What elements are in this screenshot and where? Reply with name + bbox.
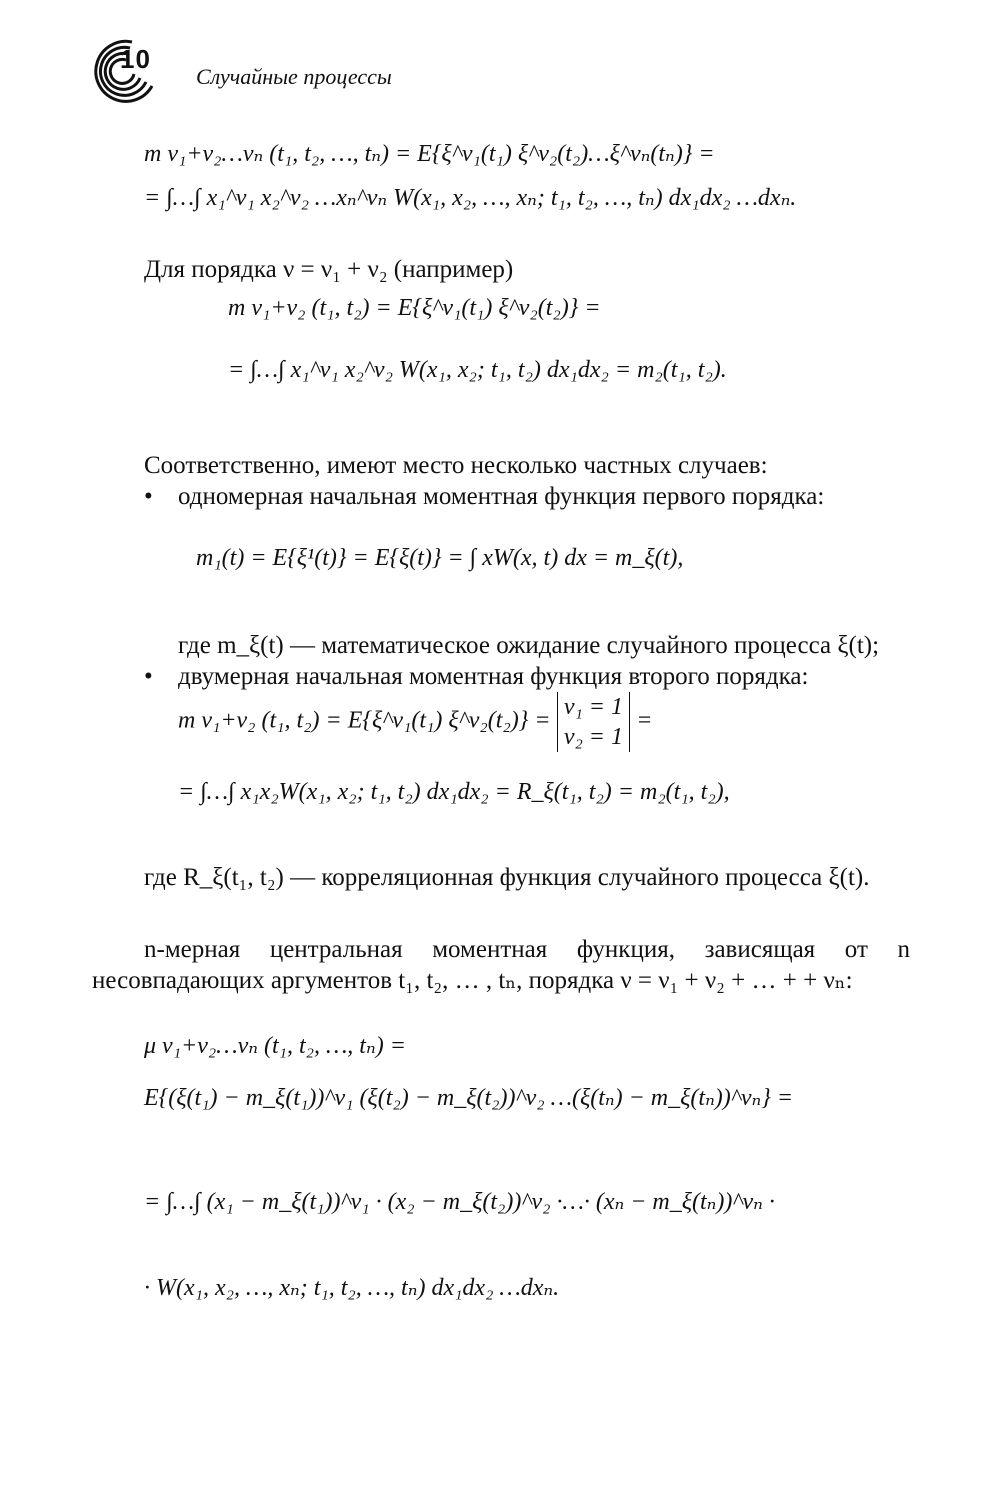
page-number: 10 — [120, 44, 151, 74]
formula-4-b — [92, 760, 910, 862]
formula-5-line-4: · W(x₁, x₂, …, xₙ; t₁, t₂, …, tₙ) dx₁dx₂ …dxₙ. — [144, 1275, 560, 1301]
formula-5-d — [92, 1272, 910, 1312]
bullet-dot-icon: • — [144, 663, 153, 690]
formula-4-line-1: m ν₁+ν₂ (t₁, t₂) = E{ξ^ν₁(t₁) ξ^ν₂(t₂)} = — [178, 707, 551, 734]
formula-4 — [92, 692, 910, 760]
paragraph-where-1 — [92, 630, 910, 661]
formula-5-line-2: E{(ξ(t₁) − m_ξ(t₁))^ν₁ (ξ(t₂) − m_ξ(t₂))^ν₂ …(ξ(tₙ) − m_ξ(tₙ))^νₙ} = — [144, 1085, 794, 1111]
formula-2-line-2: = ∫…∫ x₁^ν₁ x₂^ν₂ W(x₁, x₂; t₁, t₂) dx₁dx₂ = m₂(t₁, t₂). — [228, 357, 727, 383]
formula-1 — [92, 138, 910, 182]
page-header — [88, 34, 908, 114]
page-body — [92, 138, 910, 1312]
bullet-item-2 — [92, 661, 910, 692]
formula-3-line: m₁(t) = E{ξ¹(t)} = E{ξ(t)} = ∫ xW(x, t) dx = m_ξ(t), — [196, 545, 684, 571]
formula-4-equals: = — [636, 707, 653, 734]
determinant-box — [557, 692, 630, 752]
paragraph-n-measure: n-мерная центральная моментная функция, зависящая от n несовпадающих аргументов t₁, t₂, … , tₙ, порядка ν = ν₁ + ν₂ + … + + νₙ: — [92, 936, 910, 994]
formula-4-line-2: = ∫…∫ x₁x₂W(x₁, x₂; t₁, t₂) dx₁dx₂ = R_ξ(t₁, t₂) = m₂(t₁, t₂), — [178, 779, 730, 805]
bullet-item-1 — [92, 481, 910, 512]
formula-3 — [92, 512, 910, 630]
formula-2 — [92, 292, 910, 340]
formula-1-line-1: m ν₁+ν₂…νₙ (t₁, t₂, …, tₙ) = E{ξ^ν₁(t₁) ξ^ν₂(t₂)…ξ^νₙ(tₙ)} = — [144, 141, 715, 167]
formula-2-line-1: m ν₁+ν₂ (t₁, t₂) = E{ξ^ν₁(t₁) ξ^ν₂(t₂)} = — [228, 295, 601, 321]
where-1-text: где m_ξ(t) — математическое ожидание случайного процесса ξ(t); — [178, 632, 880, 659]
formula-5-line-3: = ∫…∫ (x₁ − m_ξ(t₁))^ν₁ · (x₂ − m_ξ(t₂))^ν₂ ·…· (xₙ − m_ξ(tₙ))^νₙ · — [144, 1189, 775, 1215]
bullet-1-text: одномерная начальная моментная функция первого порядка: — [178, 483, 825, 510]
det-row-2: ν₂ = 1 — [563, 724, 624, 750]
formula-2-b — [92, 340, 910, 450]
formula-1-line-2: = ∫…∫ x₁^ν₁ x₂^ν₂ …xₙ^νₙ W(x₁, x₂, …, xₙ; t₁, t₂, …, tₙ) dx₁dx₂ …dxₙ. — [144, 185, 797, 211]
formula-5-c — [92, 1166, 910, 1272]
paragraph-where-2: где R_ξ(t₁, t₂) — корреляционная функция случайного процесса ξ(t). — [144, 864, 870, 891]
det-row-1: ν₁ = 1 — [563, 694, 624, 720]
formula-5 — [92, 1030, 910, 1074]
bullet-2-text: двумерная начальная моментная функция второго порядка: — [178, 663, 809, 690]
paragraph-order: Для порядка ν = ν₁ + ν₂ (например) — [144, 256, 514, 283]
paragraph-accordingly: Соответственно, имеют место несколько частных случаев: — [144, 452, 768, 479]
formula-1-b — [92, 182, 910, 254]
running-title: Случайные процессы — [196, 64, 392, 89]
formula-5-line-1: μ ν₁+ν₂…νₙ (t₁, t₂, …, tₙ) = — [144, 1033, 406, 1059]
formula-5-b — [92, 1074, 910, 1166]
bullet-dot-icon: • — [144, 483, 153, 510]
